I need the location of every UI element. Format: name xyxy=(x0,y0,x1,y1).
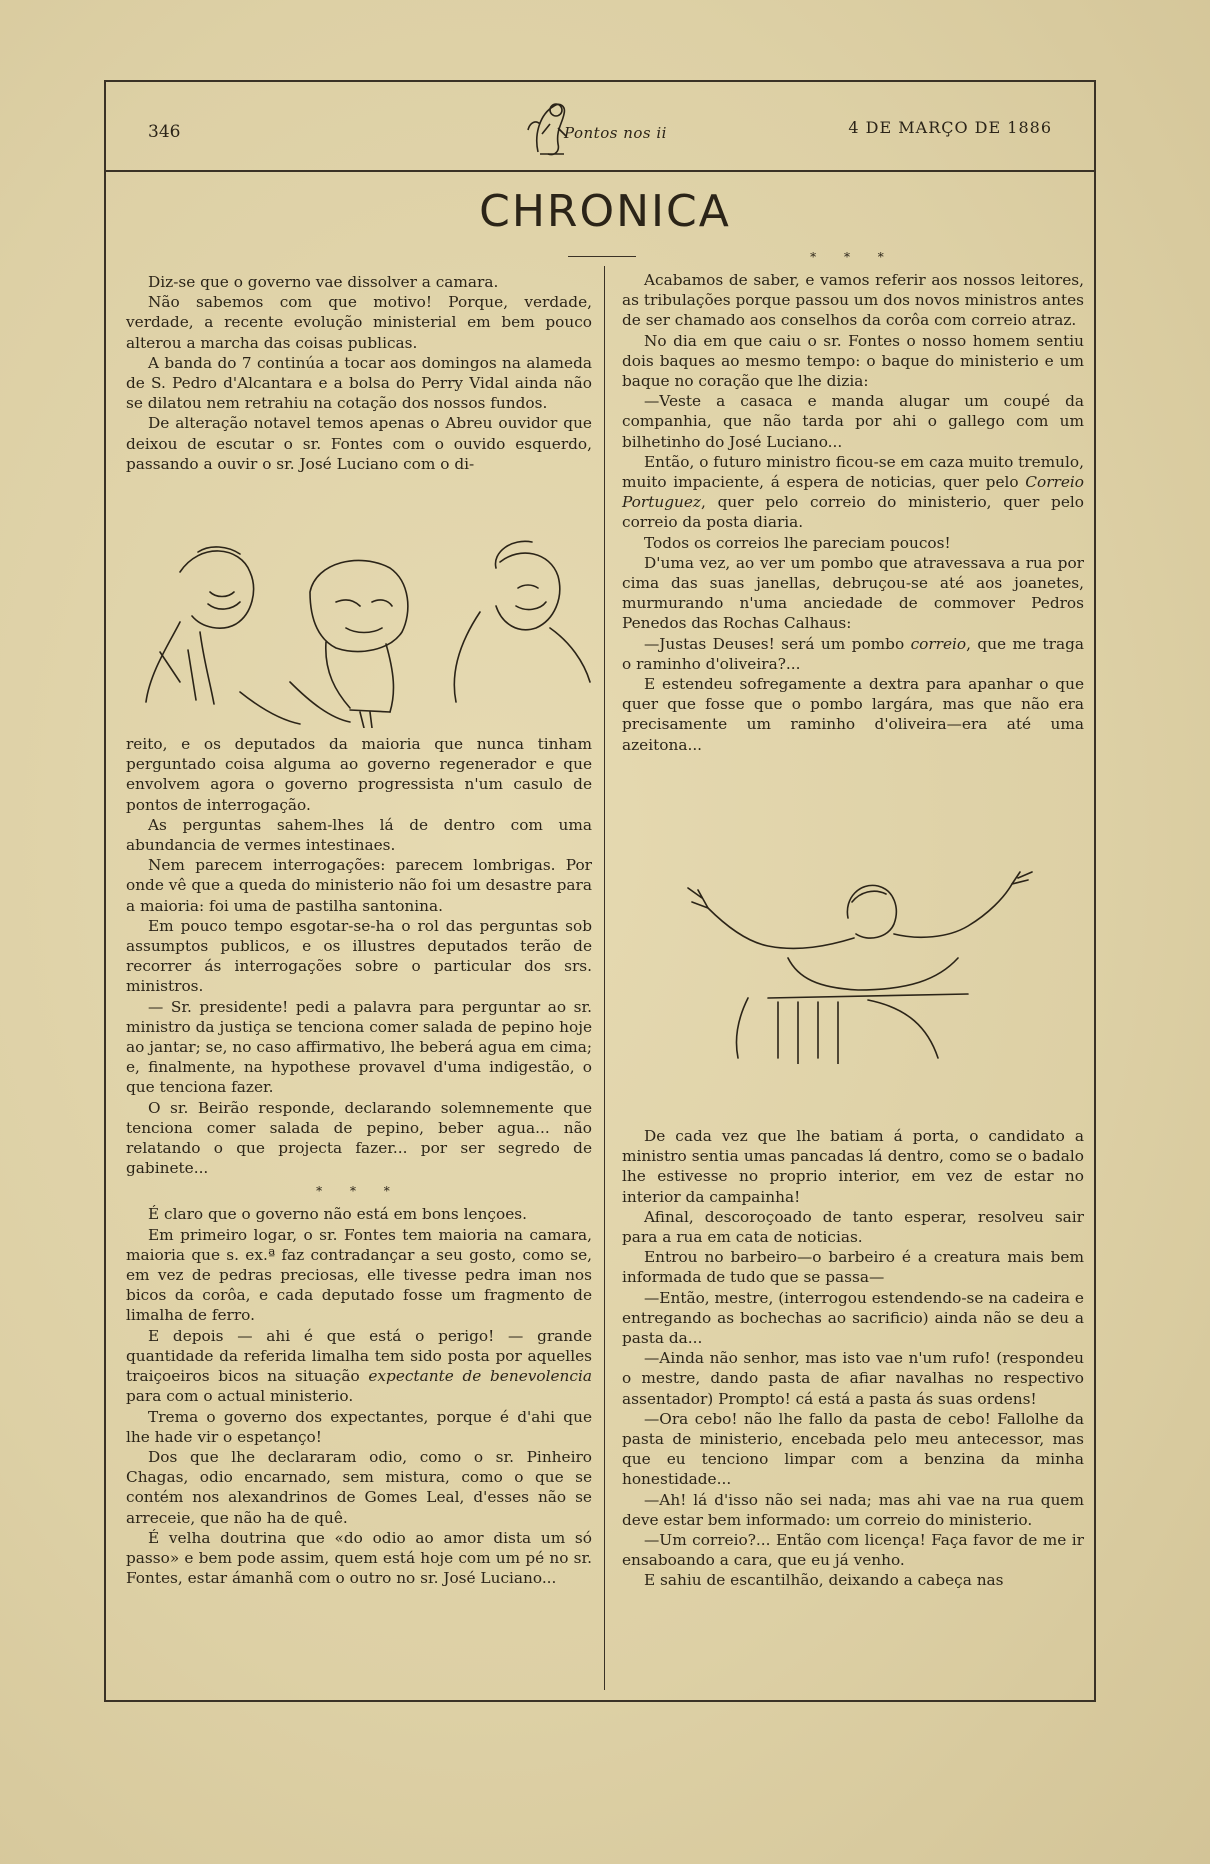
paragraph: Dos que lhe declararam odio, como o sr. Pinheiro Chagas, odio encarnado, sem mistura, como o que se contém nos alexandrinos de Gomes Leal, d'esses não se arreceie, que não ha de quê. xyxy=(126,1447,592,1527)
paragraph: De cada vez que lhe batiam á porta, o candidato a ministro sentia umas pancadas lá dentro, como se o badalo lhe estivesse no proprio interior, em vez de estar no interior da campainha! xyxy=(622,1127,1084,1206)
paragraph: reito, e os deputados da maioria que nunca tinham perguntado coisa alguma ao governo regenerador e que envolvem agora o governo progressista n'um casulo de pontos de interrogação. xyxy=(126,735,592,814)
paragraph: De alteração notavel temos apenas o Abreu ouvidor que deixou de escutar o sr. Fontes com o ouvido esquerdo, passando a ouvir o sr. José Luciano com o di- xyxy=(126,414,592,473)
paragraph: É claro que o governo não está em bons lençoes. xyxy=(148,1205,527,1224)
paragraph: — Sr. presidente! pedi a palavra para perguntar ao sr. ministro da justiça se tenciona comer salada de pepino hoje ao jantar; se, no caso affirmativo, lhe beberá agua em cima; e, finalmente, na hypothese provavel d'uma indigestão, o que tenciona fazer. xyxy=(126,997,592,1097)
paragraph: Todos os correios lhe pareciam poucos! xyxy=(644,533,951,552)
masthead-title: Pontos nos ii xyxy=(564,124,667,142)
paragraph-text: Então, o futuro ministro ficou-se em caza muito tremulo, muito impaciente, á espera de noticias, quer pelo xyxy=(622,452,1084,492)
paragraph: D'uma vez, ao ver um pombo que atravessava a rua por cima das suas janellas, debruçou-se até aos joanetes, murmurando n'uma anciedade de commover Pedros Penedos das Rochas Calhaus: xyxy=(622,553,1084,633)
page-number: 346 xyxy=(148,122,181,142)
left-column-top xyxy=(126,272,592,474)
paragraph: —Então, mestre, (interrogou estendendo-se na cadeira e entregando as bochechas ao sacrificio) ainda não se deu a pasta da... xyxy=(622,1288,1084,1348)
paragraph: Em pouco tempo esgotar-se-ha o rol das perguntas sob assumptos publicos, e os illustres deputados terão de recorrer ás interrogações sobre o particular dos srs. ministros. xyxy=(126,916,592,996)
paragraph: As perguntas sahem-lhes lá de dentro com uma abundancia de vermes intestinaes. xyxy=(126,815,592,855)
italic-text: correio xyxy=(910,634,967,653)
italic-text: expectante de benevolencia xyxy=(368,1367,592,1386)
section-break-stars: * * * xyxy=(316,1184,402,1199)
paragraph xyxy=(126,1326,592,1407)
paragraph-text: para com o actual ministerio. xyxy=(126,1387,354,1406)
paragraph: E estendeu sofregamente a dextra para apanhar o que quer que fosse que o pombo largára, mas que não era precisamente um raminho d'oliveira—era até uma azeitona... xyxy=(622,675,1084,754)
masthead-logo xyxy=(520,94,700,164)
paragraph: —Ah! lá d'isso não sei nada; mas ahi vae na rua quem deve estar bem informado: um correio do ministerio. xyxy=(622,1490,1084,1529)
raised-arms-figure-drawing xyxy=(668,868,1056,1064)
paragraph: No dia em que caiu o sr. Fontes o nosso homem sentiu dois baques ao mesmo tempo: o baque do ministerio e um baque no coração que lhe dizia: xyxy=(622,331,1084,391)
paragraph: Diz-se que o governo vae dissolver a camara. xyxy=(148,273,499,291)
section-break-stars: * * * xyxy=(810,250,896,264)
page-header xyxy=(104,80,1096,172)
column-divider xyxy=(604,266,605,1690)
paragraph: —Ainda não senhor, mas isto vae n'um rufo! (respondeu o mestre, dando pasta de afiar navalhas no respectivo assentador) Prompto! cá está a pasta ás suas ordens! xyxy=(622,1349,1084,1408)
paragraph: Em primeiro logar, o sr. Fontes tem maioria na camara, maioria que s. ex.ª faz contradançar a seu gosto, como se, em vez de pedras preciosas, elle tivesse pedra iman nos bicos da corôa, e cada deputado fosse um fragmento de limalha de ferro. xyxy=(126,1225,592,1325)
paragraph xyxy=(622,452,1084,533)
three-heads-drawing xyxy=(140,532,592,728)
paragraph: —Ora cebo! não lhe fallo da pasta de cebo! Fallolhe da pasta de ministerio, encebada pelo meu antecessor, mas que eu tenciono limpar com a benzina da minha honestidade... xyxy=(622,1409,1084,1489)
paragraph xyxy=(622,634,1084,674)
paragraph: Nem parecem interrogações: parecem lombrigas. Por onde vê que a queda do ministerio não foi um desastre para a maioria: foi uma de pastilha santonina. xyxy=(126,856,592,915)
caricature-illustration xyxy=(140,532,592,728)
section-title: CHRONICA xyxy=(479,186,731,237)
right-column-bottom xyxy=(622,1126,1084,1591)
issue-date: 4 DE MARÇO DE 1886 xyxy=(848,118,1052,137)
paragraph: Acabamos de saber, e vamos referir aos nossos leitores, as tribulações porque passou um dos novos ministros antes de ser chamado aos conselhos da corôa com correio atraz. xyxy=(622,271,1084,330)
paragraph-text: , quer pelo correio do ministerio, quer pelo correio da posta diaria. xyxy=(622,493,1084,532)
candidate-illustration xyxy=(668,868,1056,1064)
paragraph: A banda do 7 continúa a tocar aos domingos na alameda de S. Pedro d'Alcantara e a bolsa do Perry Vidal ainda não se dilatou nem retrahiu na cotação dos nossos fundos. xyxy=(126,353,592,413)
paragraph: Afinal, descoroçoado de tanto esperar, resolveu sair para a rua em cata de noticias. xyxy=(622,1207,1084,1247)
paragraph: Não sabemos com que motivo! Porque, verdade, verdade, a recente evolução ministerial em bem pouco alterou a marcha das coisas publicas. xyxy=(126,293,592,352)
paragraph: O sr. Beirão responde, declarando solemnemente que tenciona comer salada de pepino, beber agua... não relatando o que projecta fazer... por ser segredo de gabinete... xyxy=(126,1098,592,1178)
paragraph: —Veste a casaca e manda alugar um coupé da companhia, que não tarda por ahi o gallego com um bilhetinho do José Luciano... xyxy=(622,392,1084,451)
paragraph-text: —Justas Deuses! será um pombo xyxy=(644,634,911,653)
right-column-top xyxy=(622,244,1084,755)
paragraph: —Um correio?... Então com licença! Faça favor de me ir ensaboando a cara, que eu já venho. xyxy=(622,1531,1084,1570)
left-column-bottom xyxy=(126,734,592,1588)
paragraph: É velha doutrina que «do odio ao amor dista um só passo» e bem pode assim, quem está hoje com um pé no sr. Fontes, estar ámanhã com o outro no sr. José Luciano... xyxy=(126,1528,592,1588)
paragraph-text: , que me traga o raminho d'oliveira?... xyxy=(622,634,1084,673)
italic-text: Correio Portuguez xyxy=(622,473,1084,512)
paragraph: Trema o governo dos expectantes, porque é d'ahi que lhe hade vir o espetanço! xyxy=(126,1407,592,1446)
paragraph: Entrou no barbeiro—o barbeiro é a creatura mais bem informada de tudo que se passa— xyxy=(622,1248,1084,1287)
paragraph: E sahiu de escantilhão, deixando a cabeça nas xyxy=(644,1571,1004,1590)
paragraph-text: E depois — ahi é que está o perigo! — grande quantidade da referida limalha tem sido posta por aquelles traiçoeiros bicos na situação xyxy=(126,1326,592,1386)
